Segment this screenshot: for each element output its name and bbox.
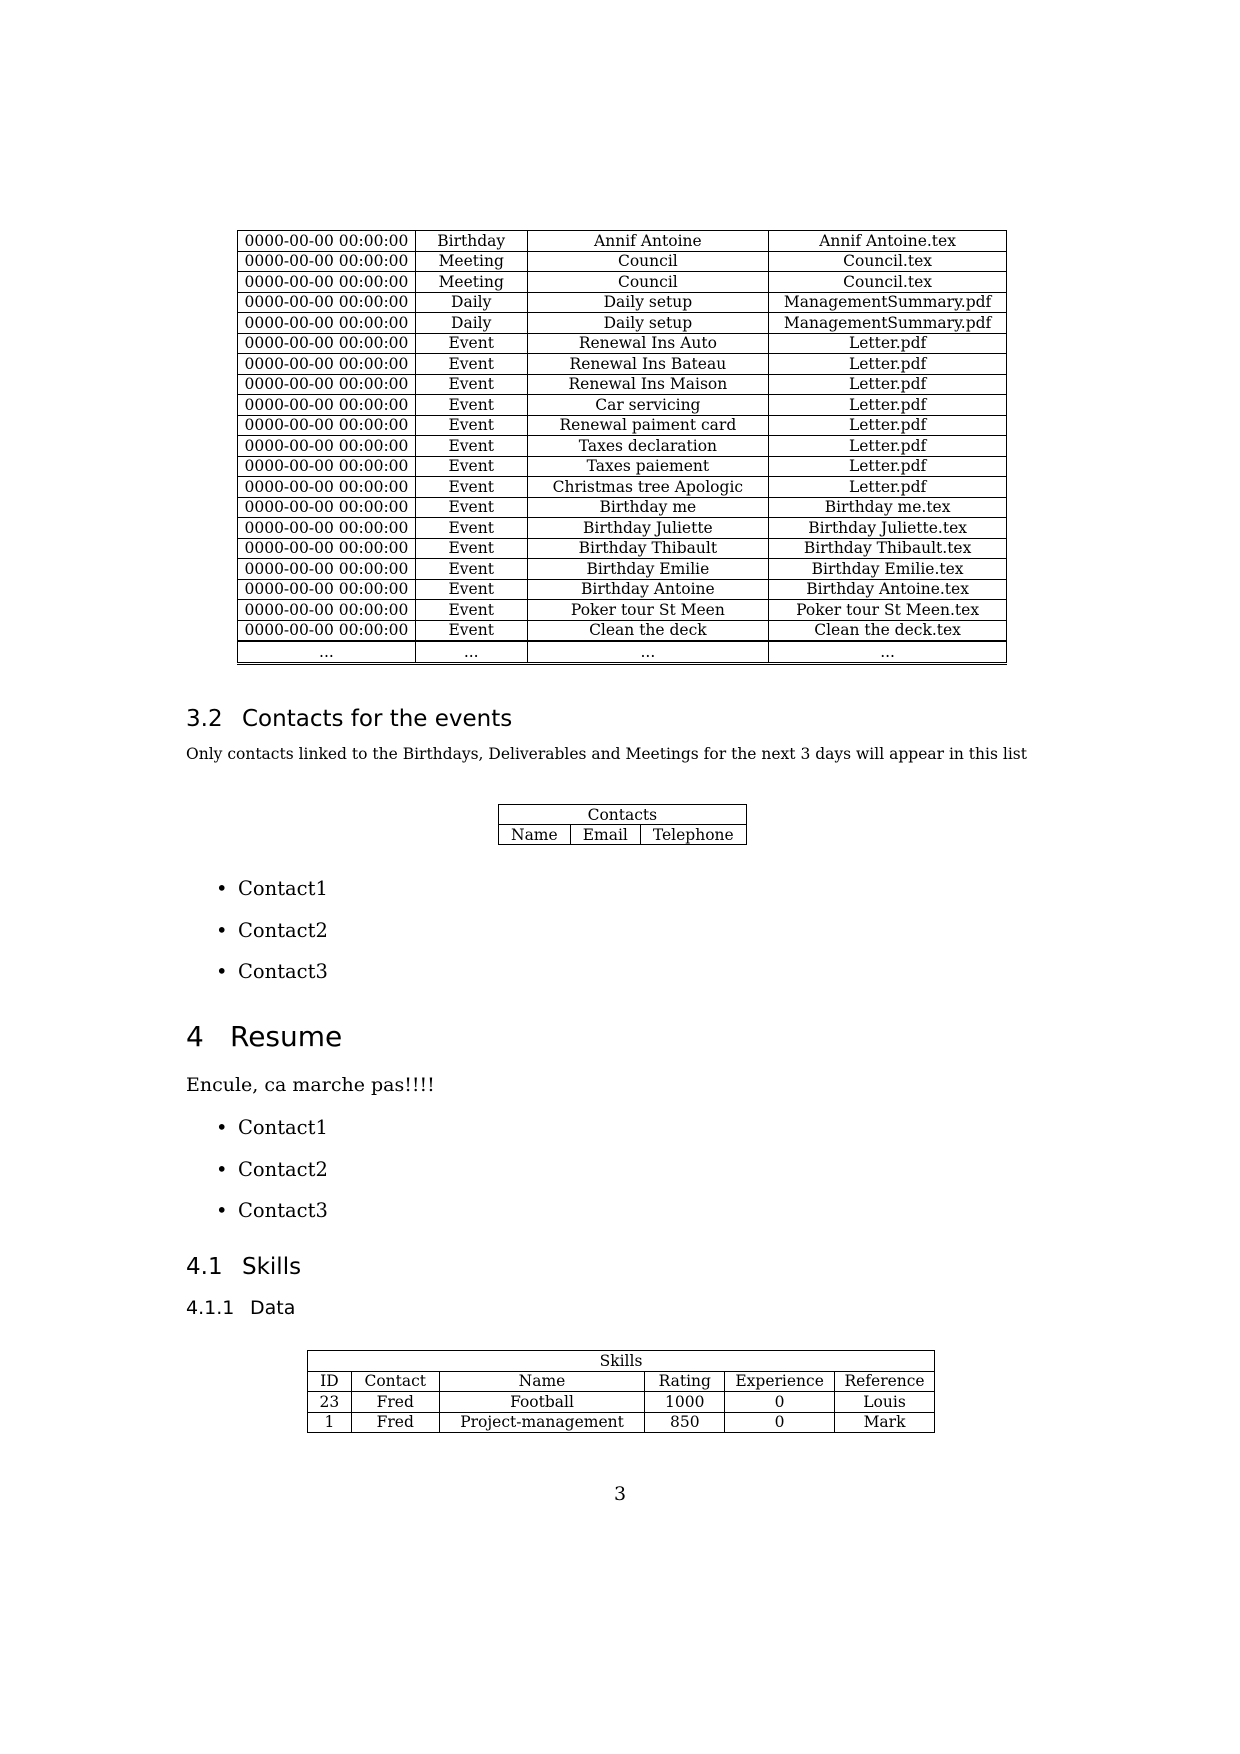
table-cell: Birthday Thibault [527,538,769,559]
table-cell: Letter.pdf [769,456,1007,477]
skills-header-experience: Experience [725,1371,835,1392]
list-item [216,919,328,961]
table-cell: Renewal paiment card [527,415,769,436]
contacts-intro-text: Only contacts linked to the Birthdays, Deliverables and Meetings for the next 3 days will appear in this list [186,745,1027,763]
contacts-header-telephone: Telephone [640,825,746,845]
table-cell: ... [769,641,1007,663]
table-cell: 850 [645,1412,725,1433]
table-cell: 0000-00-00 00:00:00 [238,374,416,395]
table-cell: Louis [835,1392,935,1413]
table-cell: 0000-00-00 00:00:00 [238,497,416,518]
table-cell: ... [415,641,527,663]
table-row [238,600,1007,621]
table-cell: 0000-00-00 00:00:00 [238,251,416,272]
table-cell: 0 [725,1412,835,1433]
table-row [238,292,1007,313]
table-cell: Event [415,600,527,621]
resume-text: Encule, ca marche pas!!!! [186,1074,435,1096]
table-cell: Letter.pdf [769,374,1007,395]
table-cell: Football [439,1392,645,1413]
bullet-icon: • [216,1116,228,1139]
table-cell: Mark [835,1412,935,1433]
table-cell: Daily setup [527,313,769,334]
list-item [216,1158,328,1200]
table-cell: Daily [415,313,527,334]
list-item [216,960,328,1002]
table-cell: Clean the deck.tex [769,620,1007,641]
list-item [216,1116,328,1158]
table-row-ellipsis [238,641,1007,663]
table-cell: 1 [308,1412,352,1433]
bullet-icon: • [216,1199,228,1222]
table-cell: Taxes declaration [527,436,769,457]
list-item-label: Contact3 [238,960,328,983]
table-row [238,313,1007,334]
table-cell: Annif Antoine [527,231,769,252]
table-row [238,477,1007,498]
table-row [238,272,1007,293]
table-cell: ManagementSummary.pdf [769,292,1007,313]
contacts-header-name: Name [499,825,571,845]
table-cell: Council [527,272,769,293]
table-cell: 0000-00-00 00:00:00 [238,456,416,477]
list-item-label: Contact1 [238,877,328,900]
table-row [238,456,1007,477]
table-cell: Event [415,333,527,354]
table-cell: 0000-00-00 00:00:00 [238,292,416,313]
section-4-1-heading [186,1254,301,1280]
events-table [237,230,1007,665]
skills-table-caption: Skills [308,1351,935,1372]
section-title: Resume [230,1020,343,1053]
resume-bullet-list [216,1116,328,1241]
table-cell: Event [415,477,527,498]
table-cell: Daily setup [527,292,769,313]
list-item-label: Contact1 [238,1116,328,1139]
table-cell: Christmas tree Apologic [527,477,769,498]
table-cell: 0000-00-00 00:00:00 [238,231,416,252]
table-cell: Birthday [415,231,527,252]
section-number: 4.1.1 [186,1297,235,1319]
table-row [238,354,1007,375]
section-title: Contacts for the events [242,706,513,732]
table-cell: Letter.pdf [769,415,1007,436]
table-cell: 1000 [645,1392,725,1413]
table-cell: Meeting [415,272,527,293]
table-cell: Birthday me [527,497,769,518]
section-title: Skills [242,1254,302,1280]
list-item [216,877,328,919]
table-cell: 23 [308,1392,352,1413]
table-cell: Council.tex [769,272,1007,293]
table-cell: Event [415,374,527,395]
table-row [238,231,1007,252]
skills-table-body [308,1392,935,1433]
bullet-icon: • [216,877,228,900]
table-cell: Council [527,251,769,272]
table-cell: Letter.pdf [769,333,1007,354]
bullet-icon: • [216,1157,228,1181]
table-cell: Fred [351,1392,439,1413]
table-row [238,620,1007,641]
table-cell: Birthday Juliette [527,518,769,539]
skills-header-contact: Contact [351,1371,439,1392]
table-cell: Renewal Ins Auto [527,333,769,354]
table-cell: ... [527,641,769,663]
table-row [238,497,1007,518]
table-row [308,1392,935,1413]
table-cell: Event [415,518,527,539]
table-cell: Event [415,415,527,436]
table-cell: Birthday Juliette.tex [769,518,1007,539]
table-cell: Renewal Ins Maison [527,374,769,395]
list-item [216,1199,328,1241]
section-number: 3.2 [186,706,223,732]
table-cell: Renewal Ins Bateau [527,354,769,375]
skills-header-name: Name [439,1371,645,1392]
table-cell: 0000-00-00 00:00:00 [238,538,416,559]
table-row [238,333,1007,354]
skills-header-reference: Reference [835,1371,935,1392]
events-table-body [238,231,1007,664]
table-cell: Event [415,538,527,559]
table-cell: Taxes paiement [527,456,769,477]
table-cell: 0000-00-00 00:00:00 [238,395,416,416]
table-cell: Event [415,559,527,580]
table-cell: 0000-00-00 00:00:00 [238,333,416,354]
table-row [238,436,1007,457]
table-cell: Council.tex [769,251,1007,272]
section-title: Data [250,1297,296,1319]
table-row [238,395,1007,416]
table-cell: 0000-00-00 00:00:00 [238,620,416,641]
list-item-label: Contact3 [238,1199,328,1222]
contacts-table-caption: Contacts [499,805,747,825]
table-cell: Birthday me.tex [769,497,1007,518]
table-row [238,374,1007,395]
table-cell: Event [415,456,527,477]
table-cell: Event [415,579,527,600]
table-cell: Event [415,436,527,457]
contacts-header-email: Email [570,825,640,845]
contacts-table [498,804,747,845]
section-4-1-1-heading [186,1297,295,1319]
table-cell: Fred [351,1412,439,1433]
table-cell: Annif Antoine.tex [769,231,1007,252]
table-row [238,518,1007,539]
section-number: 4 [186,1020,204,1053]
table-cell: ... [238,641,416,663]
table-cell: Letter.pdf [769,477,1007,498]
section-4-heading [186,1020,342,1053]
table-cell: Event [415,354,527,375]
table-cell: 0000-00-00 00:00:00 [238,518,416,539]
table-cell: 0000-00-00 00:00:00 [238,477,416,498]
contacts-bullet-list [216,877,328,1002]
table-cell: 0000-00-00 00:00:00 [238,600,416,621]
skills-header-id: ID [308,1371,352,1392]
skills-table [307,1350,935,1433]
table-cell: Event [415,497,527,518]
table-cell: Birthday Emilie.tex [769,559,1007,580]
table-cell: Birthday Emilie [527,559,769,580]
table-cell: Letter.pdf [769,354,1007,375]
table-cell: Letter.pdf [769,395,1007,416]
table-row [238,559,1007,580]
table-cell: 0000-00-00 00:00:00 [238,272,416,293]
table-row [238,579,1007,600]
table-row [308,1412,935,1433]
table-cell: 0000-00-00 00:00:00 [238,559,416,580]
table-cell: 0000-00-00 00:00:00 [238,436,416,457]
table-cell: Daily [415,292,527,313]
table-cell: Clean the deck [527,620,769,641]
table-cell: Event [415,620,527,641]
table-cell: Birthday Antoine.tex [769,579,1007,600]
table-cell: Poker tour St Meen.tex [769,600,1007,621]
list-item-label: Contact2 [238,1157,328,1181]
table-cell: Letter.pdf [769,436,1007,457]
table-cell: Birthday Thibault.tex [769,538,1007,559]
table-cell: Poker tour St Meen [527,600,769,621]
table-cell: Car servicing [527,395,769,416]
section-3-2-heading [186,706,512,732]
table-cell: ManagementSummary.pdf [769,313,1007,334]
section-number: 4.1 [186,1254,223,1280]
page-number: 3 [613,1483,627,1505]
table-cell: Event [415,395,527,416]
list-item-label: Contact2 [238,918,328,942]
table-cell: Project-management [439,1412,645,1433]
bullet-icon: • [216,918,228,942]
table-cell: 0000-00-00 00:00:00 [238,313,416,334]
table-cell: Meeting [415,251,527,272]
bullet-icon: • [216,960,228,983]
table-cell: 0000-00-00 00:00:00 [238,415,416,436]
table-row [238,415,1007,436]
table-row [238,538,1007,559]
table-row [238,251,1007,272]
table-cell: Birthday Antoine [527,579,769,600]
skills-header-rating: Rating [645,1371,725,1392]
table-cell: 0000-00-00 00:00:00 [238,579,416,600]
table-cell: 0000-00-00 00:00:00 [238,354,416,375]
table-cell: 0 [725,1392,835,1413]
